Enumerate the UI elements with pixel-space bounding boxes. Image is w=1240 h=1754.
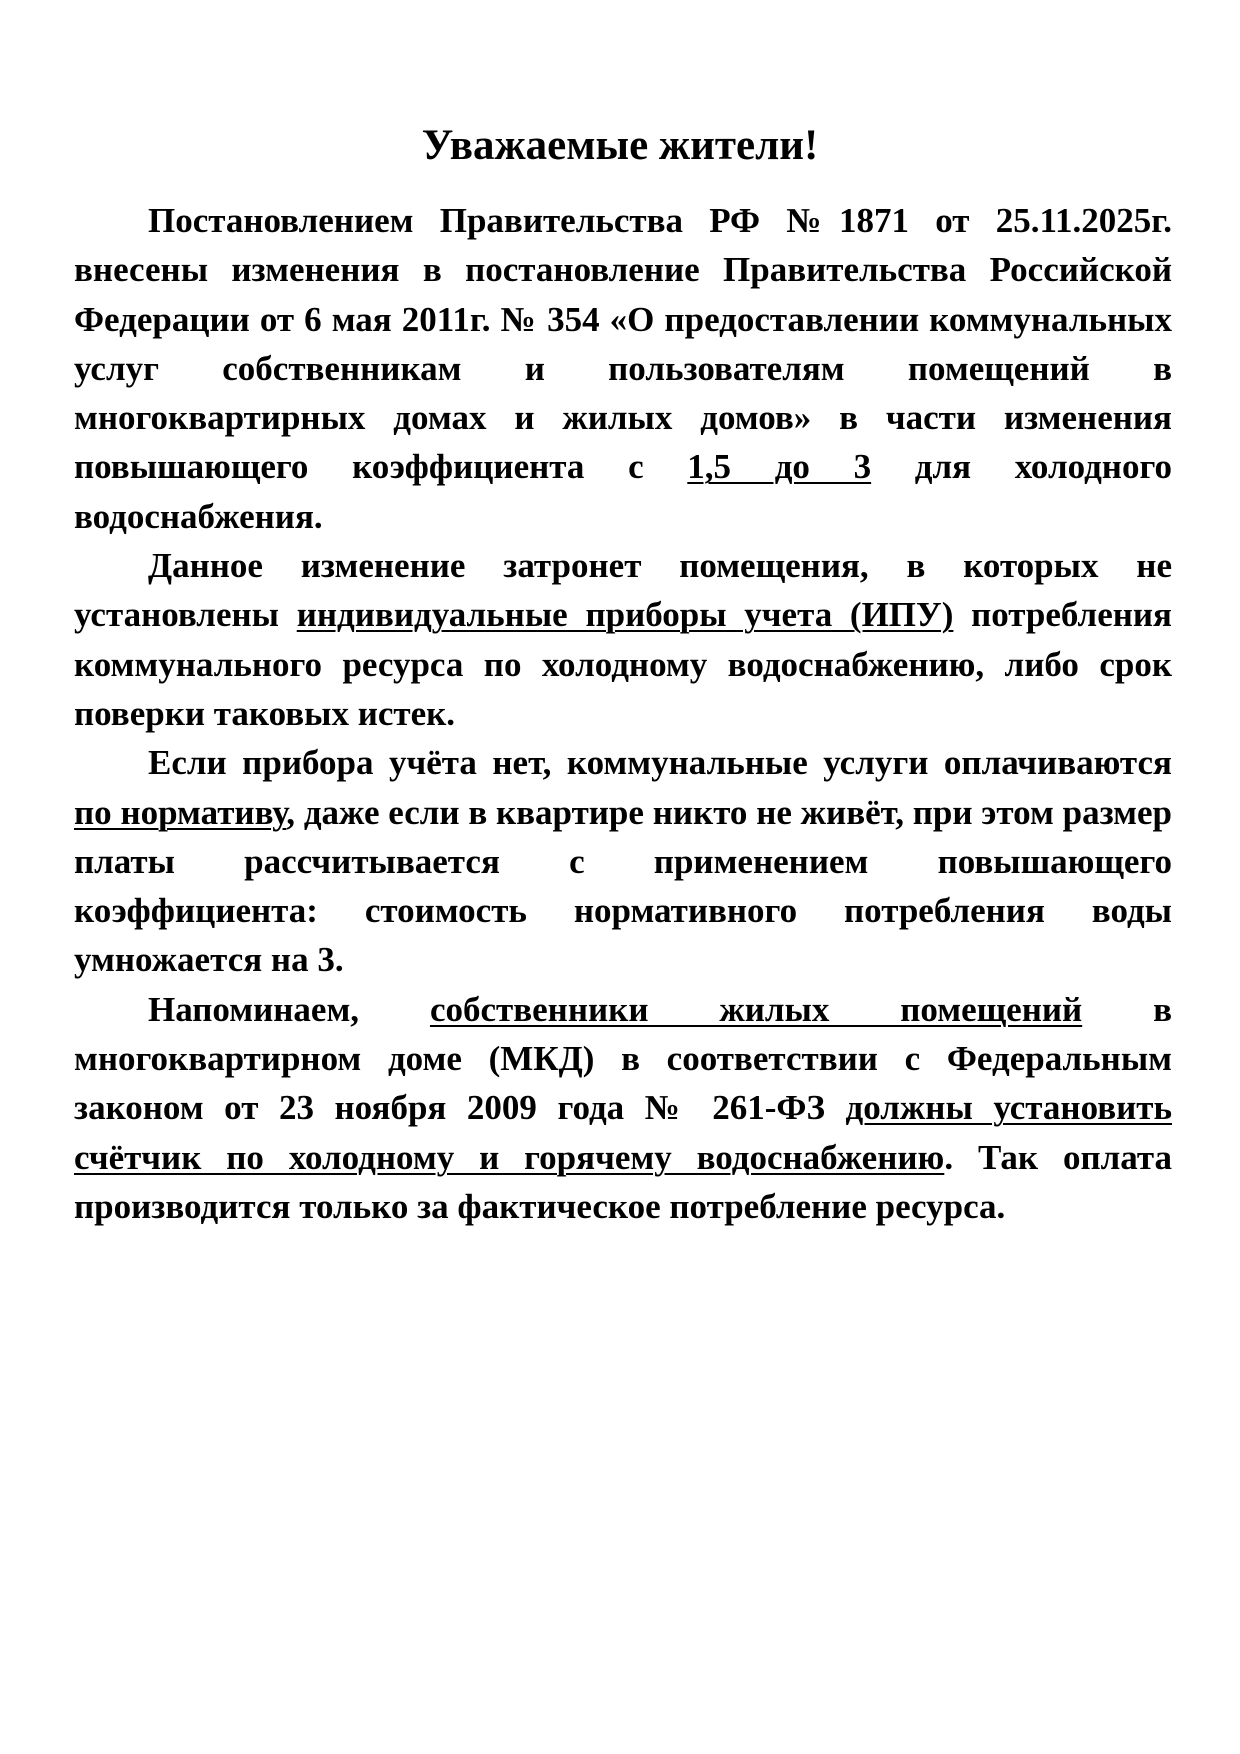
underlined-owners: собственники жилых помещений xyxy=(429,989,1083,1029)
text-segment: Если прибора учёта нет, коммунальные услуги оплачиваются xyxy=(148,743,1172,783)
underlined-meters: индивидуальные приборы учета (ИПУ) xyxy=(296,595,954,635)
text-segment: , даже если в квартире никто не живёт, при этом размер платы рассчитывается с применением повышающего коэффициента: стоимость нормативного потребления воды умножается на 3. xyxy=(74,792,1172,980)
text-segment: для холодного водоснабжения. xyxy=(74,447,1172,536)
paragraph-norm xyxy=(74,738,1172,984)
text-segment: Данное изменение затронет помещения, в которых не установлены xyxy=(74,546,1172,635)
paragraph-decree xyxy=(74,196,1172,541)
text-segment: в многоквартирном доме (МКД) в соответствии с Федеральным законом от 23 ноября 2009 года № 261-ФЗ xyxy=(74,989,1173,1128)
underlined-requirement: должны установить счётчик по холодному и горячему водоснабжению xyxy=(74,1088,1172,1177)
text-segment: Напоминаем, xyxy=(148,989,430,1029)
paragraph-affected xyxy=(74,541,1172,738)
document-body xyxy=(74,196,1172,1231)
underlined-coefficient: 1,5 до 3 xyxy=(687,447,872,487)
text-segment: . Так оплата производится только за фактическое потребление ресурса. xyxy=(74,1137,1173,1226)
document-title: Уважаемые жители! xyxy=(421,122,819,169)
text-segment: Постановлением Правительства РФ №1871 от 25.11.2025г. внесены изменения в постановление Правительства Российской Федерации от 6 мая 2011г. № 354 «О предоставлении коммунальных услуг собственникам и пользователям помещений в многоквартирных домах и жилых домов» в части изменения повышающего коэффициента с xyxy=(74,201,1172,487)
paragraph-reminder xyxy=(74,985,1172,1231)
underlined-norm: по нормативу xyxy=(74,792,287,832)
text-segment: потребления коммунального ресурса по холодному водоснабжению, либо срок поверки таковых истек. xyxy=(74,595,1172,733)
